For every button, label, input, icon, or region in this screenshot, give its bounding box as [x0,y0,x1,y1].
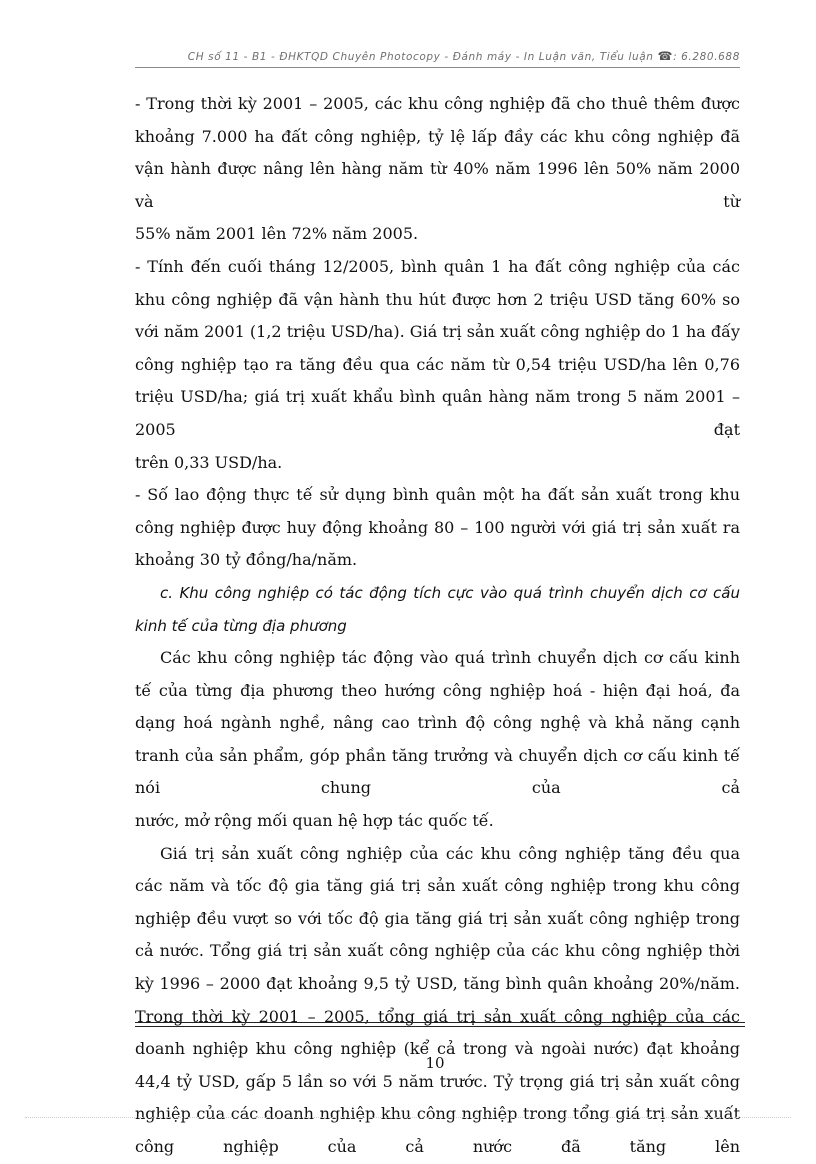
page-header [135,49,740,63]
body-text [135,88,740,1164]
text-line: được khoảng 7.000 ha đất công nghiệp, tỷ lệ lấp đầy các khu công nghiệp đã [135,94,740,146]
text-line: nước, mở rộng mối quan hệ hợp tác quốc tế. [135,811,494,831]
text-line: năm 2001 (1,2 triệu USD/ha). Giá trị sản xuất công nghiệp do 1 ha đấy công [135,322,741,374]
body-paragraph-2 [135,838,740,1164]
text-line: phẩm, góp phần tăng trưởng và chuyển dịch cơ cấu kinh tế nói chung của cả [135,745,740,798]
bullet-paragraph-2-end [135,447,740,480]
footer-rule-bottom [135,1026,745,1027]
text-line: của từng địa phương theo hướng công nghiệp hoá - hiện đại hoá, đa dạng hoá [135,680,740,733]
text-line: nghiệp tạo ra tăng đều qua các năm từ 0,54 triệu USD/ha lên 0,76 triệu [135,354,740,407]
text-line: ngành nghề, nâng cao trình độ công nghệ và khả năng cạnh tranh của sản [135,713,741,765]
section-heading-c [135,577,740,610]
text-line: c. Khu công nghiệp có tác động tích cực vào quá trình chuyển dịch cơ cấu [160,583,740,602]
bullet-paragraph-2 [135,251,740,447]
text-line: công nghiệp được huy động khoảng 80 – 100 người với giá trị sản xuất ra [135,517,740,537]
text-line: 55% năm 2001 lên 72% năm 2005. [135,224,419,244]
page-bottom-border [25,1117,791,1118]
text-line: năm và tốc độ gia tăng giá trị sản xuất công nghiệp trong khu công nghiệp đều [135,876,740,928]
text-line: giá trị sản xuất công nghiệp của các khu công nghiệp thời kỳ 1996 – 2000 đạt [135,941,741,994]
text-line: vượt so với tốc độ gia tăng giá trị sản xuất công nghiệp trong cả nước. Tổng [135,908,741,961]
text-line: khoảng 30 tỷ đồng/ha/năm. [135,550,358,570]
text-line: Các khu công nghiệp tác động vào quá trình chuyển dịch cơ cấu kinh tế [135,648,740,700]
bullet-paragraph-3-end [135,544,740,577]
text-line: vận hành được nâng lên hàng năm từ 40% năm 1996 lên 50% năm 2000 và từ [135,159,740,211]
body-paragraph-1-end [135,805,740,838]
text-line: khu công nghiệp đã vận hành thu hút được hơn 2 triệu USD tăng 60% so với [135,289,740,342]
body-paragraph-1 [135,642,740,805]
text-line: 2005, tổng giá trị sản xuất công nghiệp của các doanh nghiệp khu công [135,1006,741,1059]
bullet-paragraph-3 [135,479,740,544]
header-rule [135,67,740,68]
bullet-paragraph-1-end [135,218,740,251]
text-line: nghiệp (kể cả trong và ngoài nước) đạt khoảng 44,4 tỷ USD, gấp 5 lần so với [135,1039,740,1091]
header-phone: : 6.280.688 [673,51,740,63]
text-line: khoảng 9,5 tỷ USD, tăng bình quân khoảng 20%/năm. Trong thời kỳ 2001 – [135,974,740,1026]
footer-rule-top [135,1022,745,1023]
text-line: USD/ha; giá trị xuất khẩu bình quân hàng năm trong 5 năm 2001 – 2005 đạt [135,387,741,439]
telephone-icon: ☎ [657,49,674,63]
text-line: 5 năm trước. Tỷ trọng giá trị sản xuất công nghiệp của các doanh nghiệp khu [135,1071,741,1124]
text-line: kinh tế của từng địa phương [135,616,347,635]
bullet-paragraph-1 [135,88,740,218]
section-heading-c-end [135,610,740,643]
text-line: - Trong thời kỳ 2001 – 2005, các khu công nghiệp đã cho thuê thêm [135,94,695,113]
text-line: công nghiệp trong tổng giá trị sản xuất công nghiệp của cả nước đã tăng lên [135,1104,740,1156]
page-number: 10 [425,1054,445,1072]
text-line: Giá trị sản xuất công nghiệp của các khu công nghiệp tăng đều qua các [135,843,740,896]
text-line: trên 0,33 USD/ha. [135,452,283,472]
text-line: - Tính đến cuối tháng 12/2005, bình quân 1 ha đất công nghiệp của các [135,256,740,276]
header-text: CH số 11 - B1 - ĐHKTQD Chuyên Photocopy - Đánh máy - In Luận văn, Tiểu luận [187,51,654,63]
text-line: - Số lao động thực tế sử dụng bình quân một ha đất sản xuất trong khu [135,485,740,505]
